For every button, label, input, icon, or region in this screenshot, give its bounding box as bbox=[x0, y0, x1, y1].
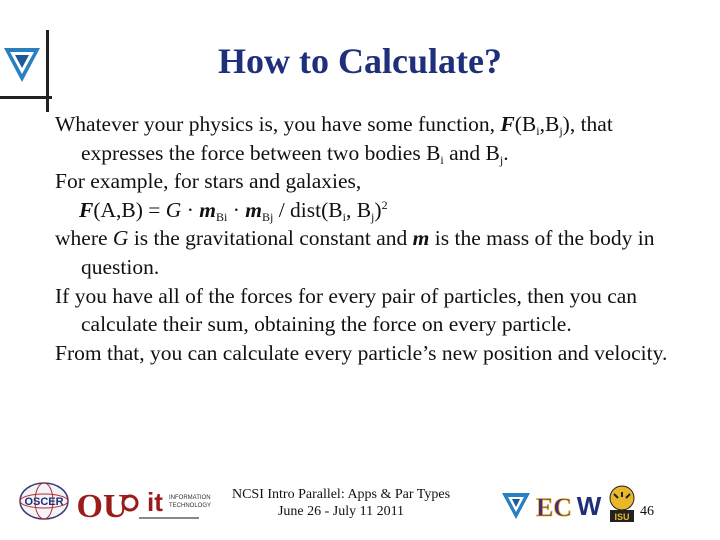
svg-text:TECHNOLOGY: TECHNOLOGY bbox=[169, 503, 212, 509]
corner-horizontal-line bbox=[0, 96, 52, 99]
ou-logo-icon bbox=[76, 481, 128, 525]
it-logo-text: it bbox=[147, 487, 163, 517]
paragraph-example: For example, for stars and galaxies, bbox=[55, 169, 362, 194]
w-logo-text: W bbox=[576, 491, 602, 521]
ecu-logo-icon bbox=[534, 488, 574, 524]
isu-logo-text: ISU bbox=[614, 512, 630, 522]
ecu-logo-text: EC bbox=[535, 493, 573, 522]
footer-course-title: NCSI Intro Parallel: Apps & Par Types bbox=[231, 487, 451, 502]
footer-dates: June 26 - July 11 2011 bbox=[277, 504, 405, 519]
ou-logo-text: OU bbox=[76, 488, 128, 525]
w-logo-icon bbox=[574, 490, 604, 520]
triangle-logo-small-icon bbox=[501, 490, 531, 520]
paragraph-function: Whatever your physics is, you have some function, $F(B_i,B_j)$, that expresses the force between two bodies $B_i$ and $B_j$. bbox=[55, 112, 613, 167]
svg-text:INFORMATION: INFORMATION bbox=[169, 495, 211, 501]
paragraph-forces: If you have all of the forces for every pair of particles, then you can calculate their sum, obtaining the force on every particle. bbox=[55, 283, 638, 337]
slide-title: How to Calculate? bbox=[218, 41, 502, 81]
isu-tiger-logo-icon bbox=[604, 484, 640, 524]
gravity-formula: $F(A,B) = G \cdot m_{Bi} \cdot m_{Bj}$ / $dist(B_i$, $B_j)^2$ bbox=[79, 197, 388, 224]
slide-body bbox=[55, 110, 695, 367]
paragraph-where: where G is the gravitational constant and m is the mass of the body in question. bbox=[55, 226, 655, 279]
page-number: 46 bbox=[640, 504, 654, 519]
it-logo-icon bbox=[121, 481, 212, 525]
oscer-logo-icon bbox=[18, 481, 70, 521]
oscer-logo-text: OSCER bbox=[24, 496, 64, 508]
paragraph-position: From that, you can calculate every particle’s new position and velocity. bbox=[55, 340, 668, 365]
slide-footer bbox=[210, 486, 472, 520]
